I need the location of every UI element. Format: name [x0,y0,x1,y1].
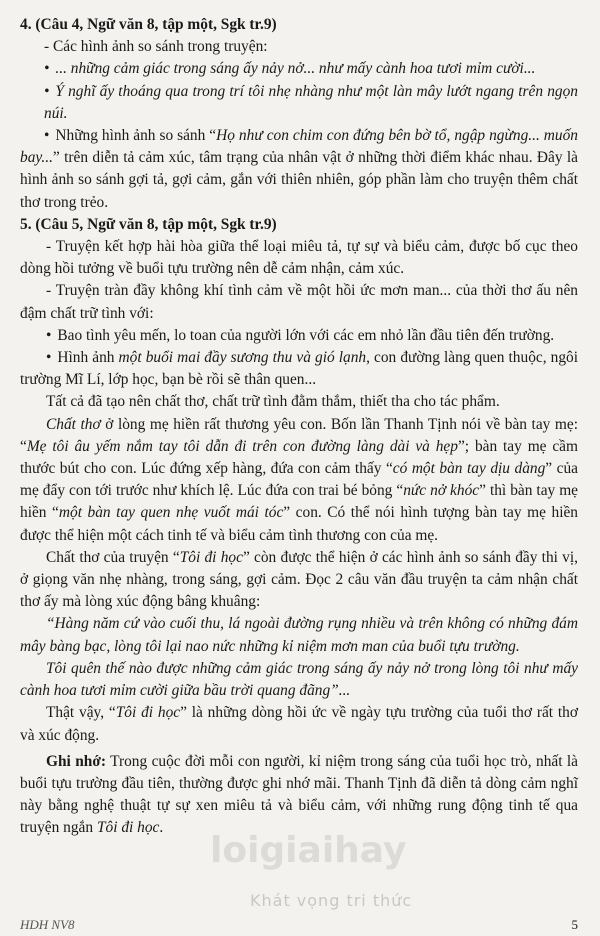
p6-c: ” là những dòng hồi ức về ngày tựu trường của tuổi thơ rất thơ và xúc động. [20,704,578,744]
note-label: Ghi nhớ: [46,752,106,770]
p4-b: ở lòng mẹ hiền rất thương yêu con. Bốn lần Thanh Tịnh nói về bàn tay mẹ: “ [20,415,578,455]
q5-paragraph-1: - Truyện kết hợp hài hòa giữa thể loại miêu tả, tự sự và biểu cảm, được bố cục theo dòng hồi tưởng về buổi tựu trường nên dễ cảm nhận, cảm xúc. [20,238,578,278]
p4-g: nức nở khóc [403,482,480,500]
q4-bullet-3 [20,125,578,214]
q4-intro: - Các hình ảnh so sánh trong truyện: [44,38,268,56]
q4-bullet-2 [20,81,578,125]
q5-b2-italic: một buổi mai đầy sương thu và gió lạnh [118,349,367,367]
q4-bullet-1-text: ... những cảm giác trong sáng ấy nảy nở... như mấy cành hoa tươi mỉm cười... [55,60,536,78]
bullet-icon: • [44,60,50,78]
q5-paragraph-4 [20,414,578,547]
p6-a: Thật vậy, “ [46,704,116,722]
q5-paragraph-5 [20,547,578,614]
p4-e: có một bàn tay dịu dàng [392,460,546,478]
q4-bullet-2-text: Ý nghĩ ấy thoáng qua trong trí tôi nhẹ nhàng như một làn mây lướt ngang trên ngọn núi. [44,82,578,122]
p6-b: Tôi đi học [115,704,181,722]
note-text-c: . [159,819,164,837]
q5-heading: 5. (Câu 5, Ngữ văn 8, tập một, Sgk tr.9) [20,215,277,233]
q4-b3-post: ” trên diễn tả cảm xúc, tâm trạng của nhân vật ở những thời điểm khác nhau. Đây là hình ảnh so sánh gợi tả, gợi cảm, gắn với thiên nhiên, góp phần làm cho truyện thêm chất thơ trong trẻo. [20,149,578,211]
bullet-icon: • [46,349,52,367]
q4-b3-quote: Họ như con chim con đứng bên bờ tổ, ngập ngừng... muốn bay... [20,127,578,167]
q5-b2-post: , con đường làng quen thuộc, ngôi trường Mĩ Lí, lớp học, bạn bè rồi sẽ thân quen... [20,349,579,389]
q5-bullet-1 [20,325,578,347]
watermark-logo: loigiaihay [210,830,407,871]
quote-1: “Hàng năm cứ vào cuối thu, lá ngoài đường rụng nhiều và trên không có những đám mây bàng bạc, lòng tôi lại nao nức những kỉ niệm mơn man của buổi tựu trường. [20,615,578,655]
q5-paragraph-3: Tất cả đã tạo nên chất thơ, chất trữ tình đằm thắm, thiết tha cho tác phẩm. [46,393,500,411]
note-text-b: Tôi đi học [96,819,160,837]
p4-h: ” thì bàn tay mẹ hiền “ [20,482,579,522]
p4-a: Chất thơ [46,415,101,433]
q4-heading: 4. (Câu 4, Ngữ văn 8, tập một, Sgk tr.9) [20,16,277,33]
q5-paragraph-6 [20,702,578,746]
p5-a: Chất thơ của truyện “ [46,548,180,566]
q5-bullet-2 [20,347,578,391]
footer-label: HDH NV8 [20,917,75,932]
q4-b3-pre: Những hình ảnh so sánh “ [55,127,217,145]
bullet-icon: • [46,326,52,344]
p5-b: Tôi đi học [179,548,243,566]
q5-bullet-1-text: Bao tình yêu mến, lo toan của người lớn với các em nhỏ lần đầu tiên đến trường. [57,326,555,344]
p4-f: ” của mẹ đẩy con tới trước như khích lệ. Lúc đứa con trai bé bỏng “ [20,460,578,500]
quote-2: Tôi quên thế nào được những cảm giác trong sáng ấy nảy nở trong lòng tôi như mấy cành hoa tươi mỉm cười giữa bầu trời quang đãng”... [20,659,578,700]
p4-j: ” con. Có thể nói hình tượng bàn tay mẹ hiền được thể hiện một cách tinh tế và biểu cảm tình thương con của mẹ. [20,504,578,544]
q5-b2-pre: Hình ảnh [57,349,119,367]
note-paragraph [20,751,578,840]
q5-paragraph-2: - Truyện tràn đầy không khí tình cảm về một hồi ức mơn man... của thời thơ ấu nên đậm chất trữ tình với: [20,282,578,322]
page-number: 5 [571,917,578,932]
bullet-icon: • [44,82,50,100]
p4-c: Mẹ tôi âu yếm nắm tay tôi dẫn đi trên con đường làng dài và hẹp [26,437,458,455]
note-text-a: Trong cuộc đời mỗi con người, kỉ niệm trong sáng của tuổi học trò, nhất là buổi tựu trường đầu tiên, thường được ghi nhớ mãi. Thanh Tịnh đã diễn tả dòng cảm nghĩ này bằng nghệ thuật tự sự xen miêu tả và biểu cảm, với những rung động tinh tế qua truyện ngắn [20,752,578,837]
p5-c: ” còn được thể hiện ở các hình ảnh so sánh đầy thi vị, ở giọng văn nhẹ nhàng, trong sáng, gợi cảm. Đọc 2 câu văn đầu truyện ta cảm nhận chất thơ ấy mà lòng xúc động bâng khuâng: [20,548,578,611]
q4-bullet-1 [20,58,578,80]
p4-d: ”; bàn tay mẹ cầm thước bút cho con. Lúc đứng xếp hàng, đứa con cảm thấy “ [20,437,578,478]
watermark: Khát vọng tri thức [250,891,413,910]
p4-i: một bàn tay quen nhẹ vuốt mái tóc [58,504,284,522]
bullet-icon: • [44,127,50,145]
